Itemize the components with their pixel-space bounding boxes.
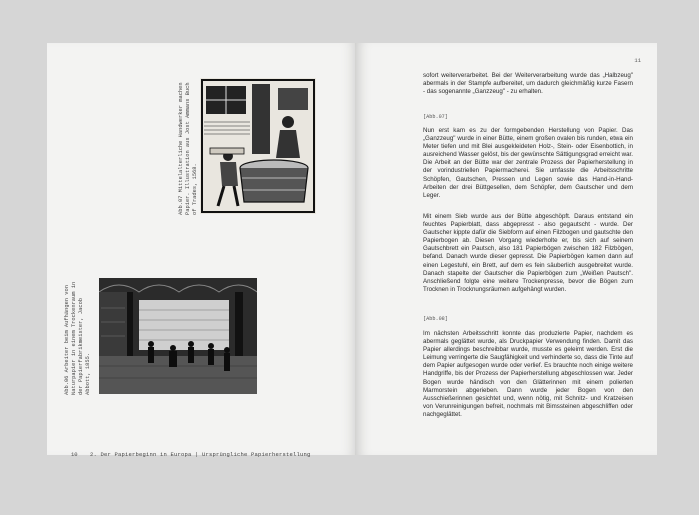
paragraph-4: Im nächsten Arbeitsschritt konnte das produzierte Papier, nachdem es abermals geglättet wurde, als Druckpapier Verwendung finden. Damit das Papier allerdings beschreibbar wurde, musste es geleimt werden. Erst die Leimung verringerte die Saugfähigkeit und verhinderte so, dass die Tinte auf dem Papier aufgesogen wurde oder verlief. Es brauchte noch einige weitere Handgriffe, bis der Prozess der Papierherstellung abgeschlossen war. Jeder Bogen wurde händisch von den Glätterinnen mit einem polierten Marmorstein abgerieben. Dann wurde jeder Bogen von den Ausschießerinnen gesichtet und, wenn nötig, mit Schnitz- und Kratzeisen von Verunreinigungen befreit, nochmals mit Bimssteinen abgeschliffen oder nachgeglättet. [423,330,633,418]
paragraph-2: Nun erst kam es zu der formgebenden Herstellung von Papier. Das „Ganzzeug" wurde in einer Bütte, einem großen ovalen bis runden, etwa ein Meter tiefen und mit Blei ausgekleideten Holz-, Stein- oder Eisenbottich, in ausreichend Wasser gelöst, bis der gewünschte Sättigungsgrad erreicht war. Die Arbeit an der Bütte war der zentrale Prozess der Papierherstellung in der vorindustriellen Papiermacherei. Sie umfasste die Arbeitsschritte Schöpfen, Gautschen, Pressen und Legen sowie das Hand-in-Hand-Arbeiten der drei Büttgesellen, dem Schöpfer, dem Gautscher und dem Leger. [423,127,633,199]
paragraph-1: sofort weiterverarbeitet. Bei der Weiterverarbeitung wurde das „Halbzeug" abermals in der Stampfe aufbereitet, um dadurch gleichmäßig kurze Fasern - das sogenannte „Ganzzeug" - zu erhalten. [423,72,633,96]
figure2-caption: Abb.06 Arbeiter beim Aufhängen von Naturpapier in einem Trockenraum in der Papierfabrikmeister, Jacob Abbott, 1855. [64,281,91,395]
figure-reference-1: [Abb.07] [423,114,448,120]
figure-reference-2: [Abb.08] [423,316,448,322]
paragraph-3: Mit einem Sieb wurde aus der Bütte abgeschöpft. Daraus entstand ein feuchtes Papierblatt, dass abgepresst - also gegautscht - wurde. Der Gautscher kippte dafür die Siebform auf einen Filzbogen und gautschte den Papierbogen ab. Diesen Vorgang wiederholte er, bis sich auf seinem Gautschbrett ein Pautsch, also 181 Papierbögen zwischen 182 Filzbögen, befand. Danach wurde dieser gepresst. Die Papierbögen kamen dann auf einen Legestuhl, ein Brett, auf dem es fein säuberlich ausgebreitet wurde. Danach stapelte der Gautscher die Papierbögen zum „Weißen Pautsch". Anschließend folgte eine weitere Trockenpresse, bevor die Bögen zum Trocknen in Trocknungsräumen aufgehängt wurden. [423,213,633,293]
left-page-number: 10 [71,451,78,458]
woodcut-papermaker-icon [200,78,316,214]
right-page-number: 11 [634,57,641,64]
engraving-drying-loft-icon [99,278,257,394]
running-footer: 2. Der Papierbeginn in Europa | Ursprüngliche Papierherstellung [90,451,311,458]
figure1-caption: Abb.07 Mittelalterliche Handwerker machen Papier. Illustration aus Jost Ammans Buch of Trades, 1568. [178,82,198,215]
right-page [355,43,657,455]
left-page [47,43,355,458]
